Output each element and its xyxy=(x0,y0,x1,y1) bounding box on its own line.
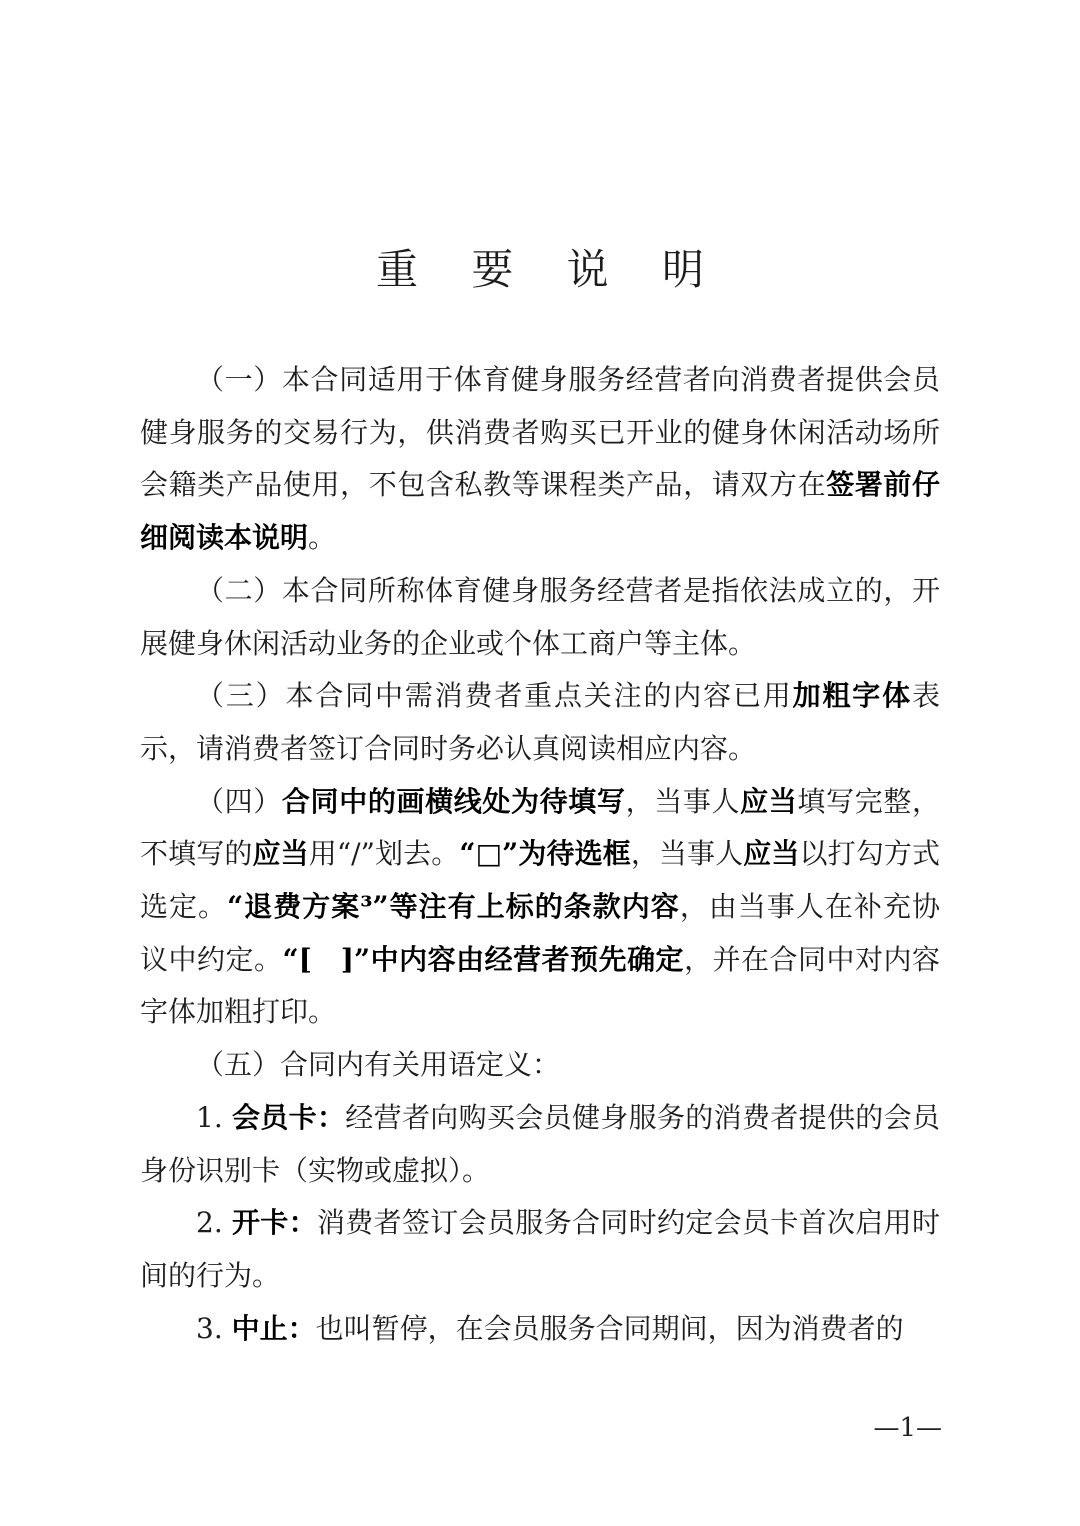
p4-s8: “□”为待选框 xyxy=(459,837,631,871)
paragraph-1-text: （一）本合同适用于体育健身服务经营者向消费者提供会员健身服务的交易行为，供消费者购买已开业的健身休闲活动场所会籍类产品使用，不包含私教等课程类产品，请双方在 xyxy=(140,363,940,502)
definition-2-term: 开卡： xyxy=(231,1206,317,1240)
paragraph-1-bold: 签署前仔细阅读本说明 xyxy=(140,468,940,555)
p4-s4: 应当 xyxy=(740,784,798,818)
p4-s10: 应当 xyxy=(743,837,800,871)
p4-s9: ，当事人 xyxy=(630,837,744,871)
definition-3-term: 中止： xyxy=(231,1311,316,1345)
p4-s15: ，并在合同中对内容字体加粗打印。 xyxy=(140,942,940,1029)
definition-2 xyxy=(140,1197,940,1302)
document-body xyxy=(140,354,940,1355)
p4-s5: 填写完整，不填写的 xyxy=(140,784,940,871)
paragraph-2: （二）本合同所称体育健身服务经营者是指依法成立的，开展健身休闲活动业务的企业或个体工商户等主体。 xyxy=(140,573,940,660)
paragraph-1-end: 。 xyxy=(308,521,337,555)
p4-s14: “[ ]”中内容由经营者预先确定 xyxy=(282,942,685,976)
paragraph-3-end: 表示，请消费者签订合同时务必认真阅读相应内容。 xyxy=(140,679,940,765)
definition-3-text: 也叫暂停，在会员服务合同期间，因为消费者的 xyxy=(315,1311,904,1345)
definition-1-text: 经营者向购买会员健身服务的消费者提供的会员身份识别卡（实物或虚拟）。 xyxy=(140,1100,940,1187)
paragraph-1 xyxy=(140,354,940,565)
paragraph-4 xyxy=(140,776,940,1040)
definition-1-term: 会员卡： xyxy=(231,1100,346,1134)
p4-s13: ，由当事人在补充协议中约定。 xyxy=(140,890,940,976)
definition-2-text: 消费者签订会员服务合同时约定会员卡首次启用时间的行为。 xyxy=(140,1206,940,1292)
paragraph-3 xyxy=(140,670,940,775)
definition-3 xyxy=(140,1303,940,1356)
p4-s3: ，当事人 xyxy=(625,784,741,818)
paragraph-3-bold: 加粗字体 xyxy=(792,679,912,713)
p4-s2: 合同中的画横线处为待填写 xyxy=(281,784,626,818)
definition-3-number: 3. xyxy=(196,1311,232,1345)
p4-s11: 以打勾方式选定。 xyxy=(140,837,940,924)
definition-1 xyxy=(140,1092,940,1197)
paragraph-3-text: （三）本合同中需消费者重点关注的内容已用 xyxy=(196,679,793,713)
p4-s1: （四） xyxy=(196,784,282,818)
paragraph-5: （五）合同内有关用语定义： xyxy=(196,1048,561,1082)
page-title: 重 要 说 明 xyxy=(375,245,725,294)
definition-2-number: 2. xyxy=(196,1206,232,1240)
definition-1-number: 1. xyxy=(196,1100,232,1134)
page-number: —1— xyxy=(873,1413,942,1443)
p4-s12: “退费方案³”等注有上标的条款内容 xyxy=(227,890,680,924)
p4-s7: 用“/”划去。 xyxy=(308,837,460,871)
p4-s6: 应当 xyxy=(252,837,309,871)
